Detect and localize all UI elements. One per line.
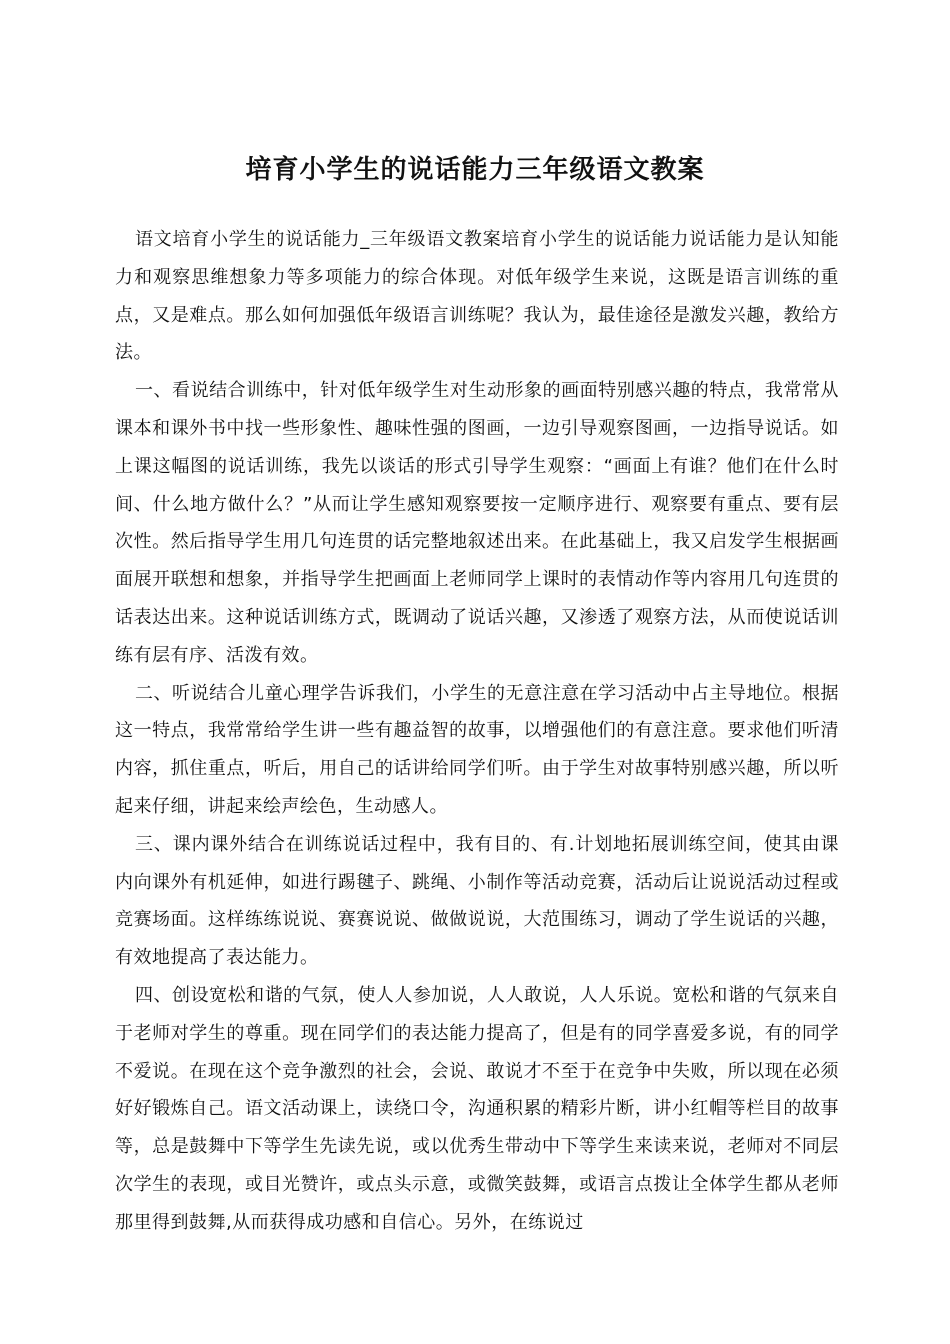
paragraph-intro: 语文培育小学生的说话能力_三年级语文教案培育小学生的说话能力说话能力是认知能力和观察思维想象力等多项能力的综合体现。对低年级学生来说，这既是语言训练的重点，又是难点。那么如何加强低年级语言训练呢？我认为，最佳途径是激发兴趣，教给方法。 — [115, 229, 839, 364]
document-title: 培育小学生的说话能力三年级语文教案 — [245, 155, 705, 186]
paragraph-section-4: 四、创设宽松和谐的气氛，使人人参加说，人人敢说，人人乐说。宽松和谐的气氛来自于老师对学生的尊重。现在同学们的表达能力提高了，但是有的同学喜爱多说，有的同学不爱说。在现在这个竞争激烈的社会，会说、敢说才不至于在竞争中失败，所以现在必须好好锻炼自己。语文活动课上，读绕口令，沟通积累的精彩片断，讲小红帽等栏目的故事等，总是鼓舞中下等学生先读先说，或以优秀生带动中下等学生来读来说，老师对不同层次学生的表现，或目光赞许，或点头示意，或微笑鼓舞，或语言点拨让全体学生都从老师那里得到鼓舞,从而获得成功感和自信心。另外，在练说过 — [115, 984, 839, 1233]
paragraph-section-1: 一、看说结合训练中，针对低年级学生对生动形象的画面特别感兴趣的特点，我常常从课本和课外书中找一些形象性、趣味性强的图画，一边引导观察图画，一边指导说话。如上课这幅图的说话训练，我先以谈话的形式引导学生观察：“画面上有谁？他们在什么时间、什么地方做什么？”从而让学生感知观察要按一定顺序进行、观察要有重点、要有层次性。然后指导学生用几句连贯的话完整地叙述出来。在此基础上，我又启发学生根据画面展开联想和想象，并指导学生把画面上老师同学上课时的表情动作等内容用几句连贯的话表达出来。这种说话训练方式，既调动了说话兴趣，又渗透了观察方法，从而使说话训练有层有序、活泼有效。 — [115, 380, 839, 666]
paragraph-section-2: 二、听说结合儿童心理学告诉我们，小学生的无意注意在学习活动中占主导地位。根据这一特点，我常常给学生讲一些有趣益智的故事，以增强他们的有意注意。要求他们听清内容，抓住重点，听后，用自己的话讲给同学们听。由于学生对故事特别感兴趣，所以听起来仔细，讲起来绘声绘色，生动感人。 — [115, 682, 839, 817]
paragraph-section-3: 三、课内课外结合在训练说话过程中，我有目的、有.计划地拓展训练空间，使其由课内向课外有机延伸，如进行踢毽子、跳绳、小制作等活动竞赛，活动后让说说活动过程或竞赛场面。这样练练说说、赛赛说说、做做说说，大范围练习，调动了学生说话的兴趣，有效地提高了表达能力。 — [115, 833, 839, 969]
document-body — [115, 221, 839, 1242]
